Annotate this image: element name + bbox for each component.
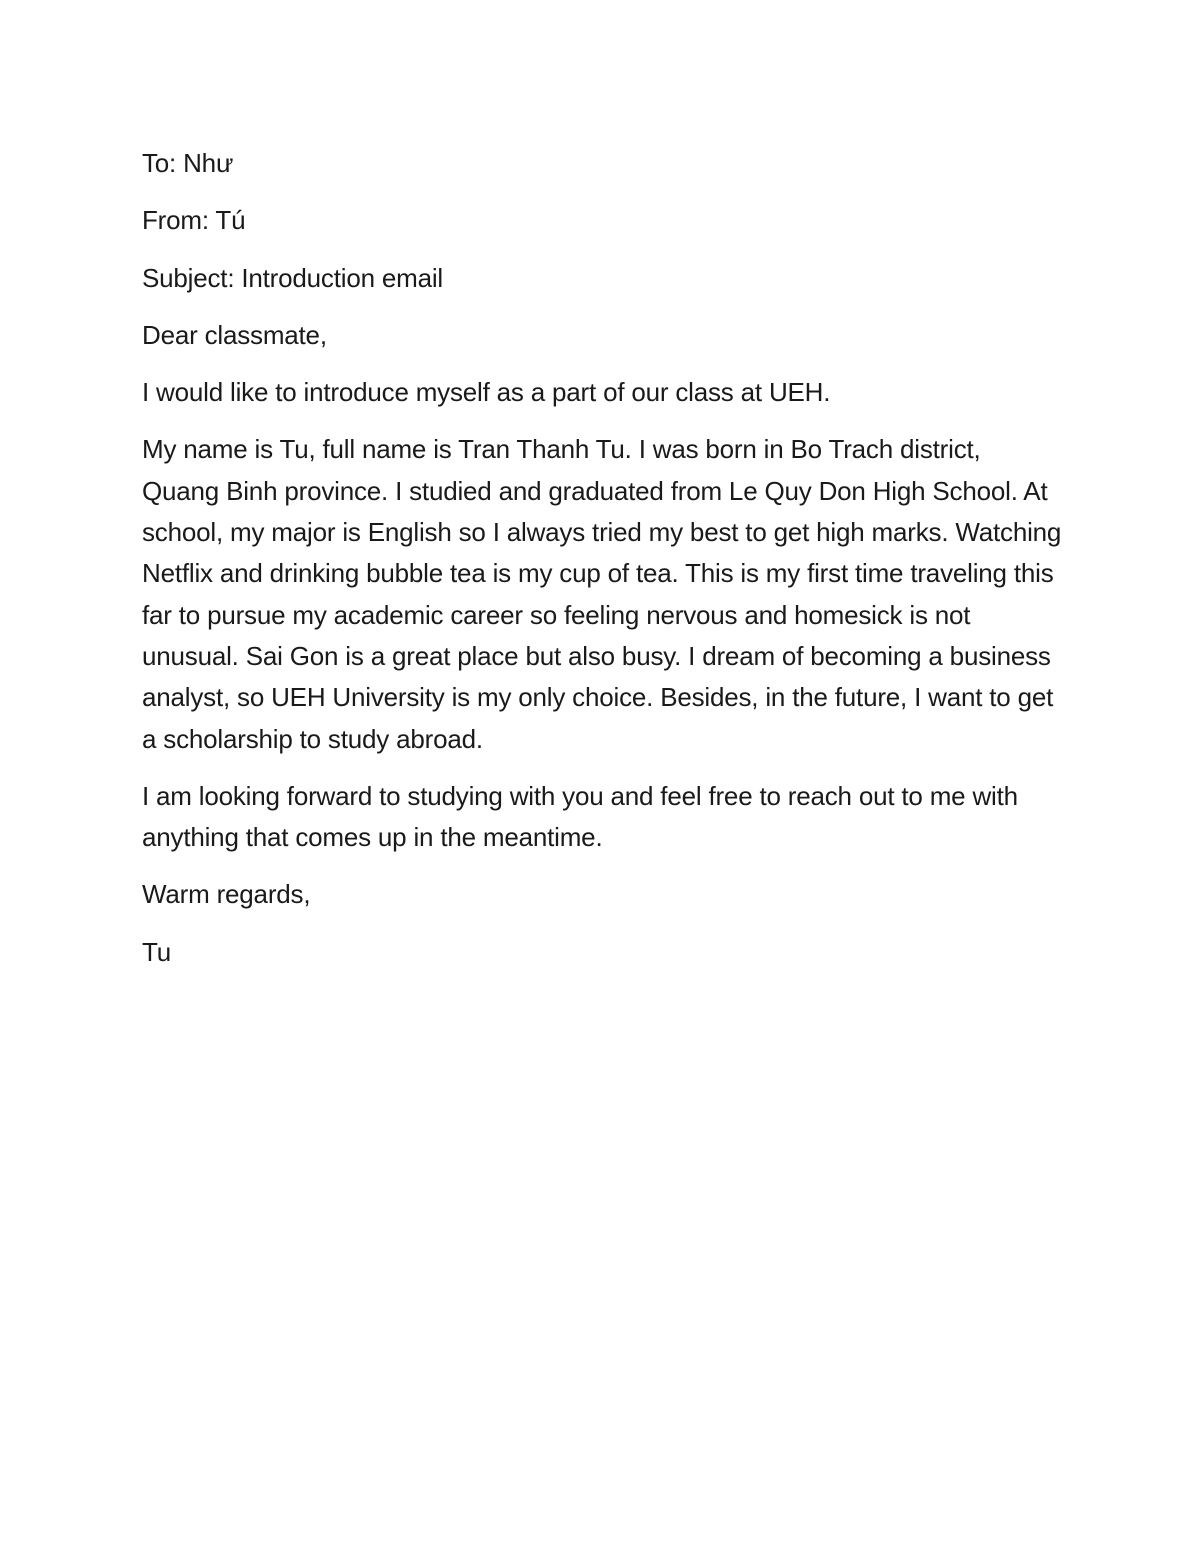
body-paragraph: My name is Tu, full name is Tran Thanh Tu. I was born in Bo Trach district, Quang Binh province. I studied and graduated from Le Quy Don High School. At school, my major is English so I always tried my best to get high marks. Watching Netflix and drinking bubble tea is my cup of tea. This is my first time traveling this far to pursue my academic career so feeling nervous and homesick is not unusual. Sai Gon is a great place but also busy. I dream of becoming a business analyst, so UEH University is my only choice. Besides, in the future, I want to get a scholarship to study abroad. [142, 434, 1062, 754]
from-line: From: Tú [142, 205, 246, 236]
signature: Tu [142, 936, 171, 967]
subject-line: Subject: Introduction email [142, 262, 443, 293]
email-content [142, 143, 1062, 989]
greeting: Dear classmate, [142, 319, 327, 350]
intro-paragraph: I would like to introduce myself as a part of our class at UEH. [142, 377, 831, 408]
closing-paragraph: I am looking forward to studying with you and feel free to reach out to me with anything that comes up in the meantime. [142, 780, 1018, 853]
sign-off: Warm regards, [142, 879, 311, 910]
to-line: To: Như [142, 148, 234, 178]
